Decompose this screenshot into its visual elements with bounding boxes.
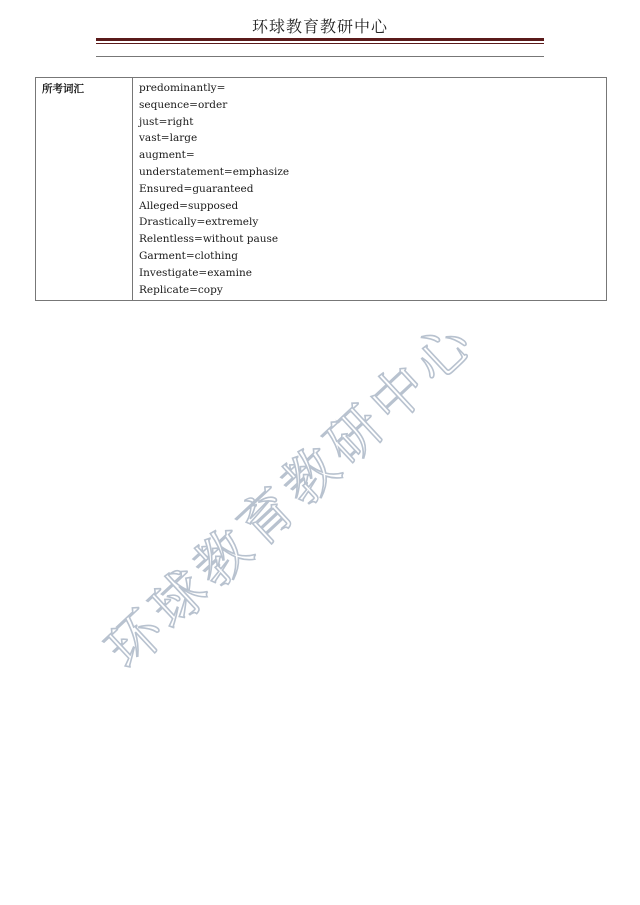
- table-row: [36, 78, 607, 301]
- vocab-word: Relentless=without pause: [139, 233, 279, 246]
- vocab-word: predominantly=: [139, 82, 226, 94]
- vocab-word: Replicate=copy: [139, 283, 223, 296]
- vocab-word: understatement=emphasize: [139, 165, 290, 178]
- header-rule-thin: [96, 43, 544, 44]
- header-rule-under: [96, 56, 544, 57]
- vocab-words-cell: [133, 78, 607, 301]
- vocab-word: Ensured=guaranteed: [139, 182, 254, 195]
- header-title: 环球教育教研中心: [251, 17, 388, 36]
- vocab-label-cell: 所考词汇: [36, 78, 133, 301]
- vocab-word: Alleged=supposed: [139, 199, 239, 212]
- watermark-text: 环球教育教研中心: [93, 308, 488, 682]
- vocab-word: augment=: [139, 149, 195, 162]
- vocab-word: sequence=order: [139, 98, 228, 111]
- header-rule-thick: [96, 38, 544, 41]
- vocab-word: vast=large: [139, 132, 198, 145]
- vocab-word: Garment=clothing: [139, 249, 239, 262]
- page-header: [0, 0, 640, 60]
- vocab-word: Drastically=extremely: [139, 216, 259, 229]
- vocab-word: just=right: [139, 115, 194, 128]
- vocab-word: Investigate=examine: [139, 266, 252, 279]
- vocab-table: [35, 77, 607, 301]
